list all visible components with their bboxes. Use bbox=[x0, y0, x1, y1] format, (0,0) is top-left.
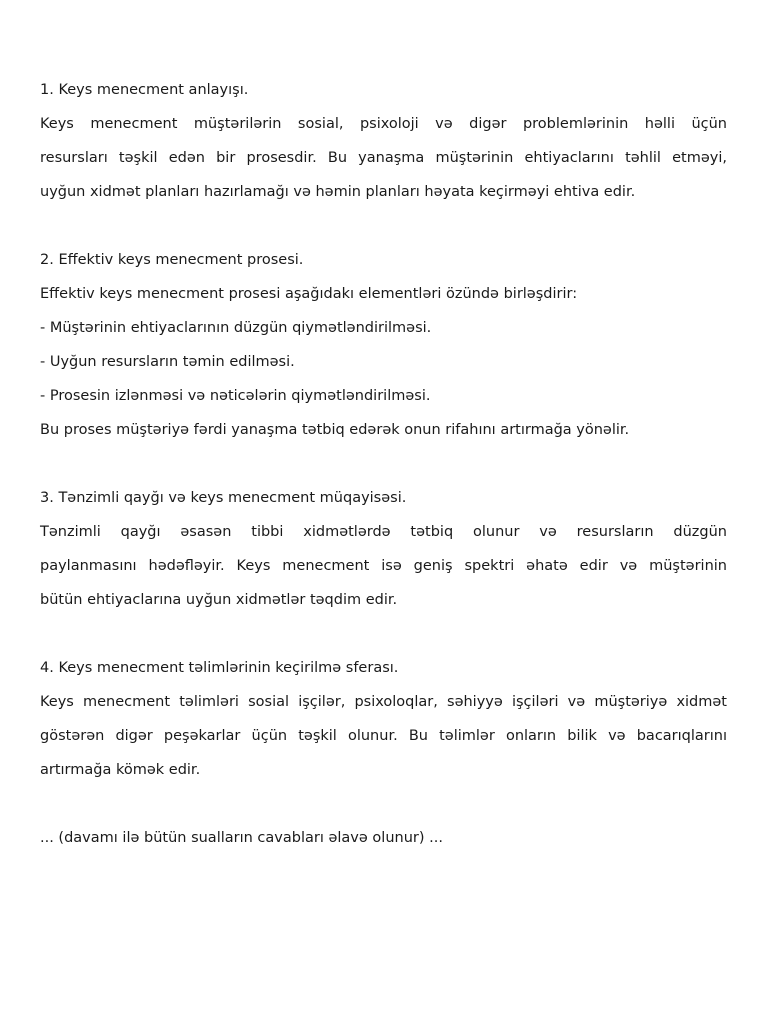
section-4-body-line-3: artırmağa kömək edir. bbox=[40, 762, 201, 778]
continuation-note: ... (davamı ilə bütün sualların cavabları əlavə olunur) ... bbox=[40, 830, 443, 846]
section-2-list-item-3: - Prosesin izlənməsi və nəticələrin qiymətləndirilməsi. bbox=[40, 388, 431, 404]
section-2-heading: 2. Effektiv keys menecment prosesi. bbox=[40, 252, 304, 268]
section-spacer bbox=[40, 617, 727, 651]
section-2-list-item-2: - Uyğun resursların təmin edilməsi. bbox=[40, 354, 295, 370]
section-spacer bbox=[40, 209, 727, 243]
section-1-body-line-3: uyğun xidmət planları hazırlamağı və həmin planları həyata keçirməyi ehtiva edir. bbox=[40, 184, 636, 200]
section-4-body-line-2: göstərən digər peşəkarlar üçün təşkil olunur. Bu təlimlər onların bilik və bacarıqlarını bbox=[40, 728, 727, 744]
section-2-closing: Bu proses müştəriyə fərdi yanaşma tətbiq edərək onun rifahını artırmağa yönəlir. bbox=[40, 422, 630, 438]
document-page bbox=[40, 73, 727, 855]
section-2-intro: Effektiv keys menecment prosesi aşağıdakı elementləri özündə birləşdirir: bbox=[40, 286, 578, 302]
section-spacer bbox=[40, 787, 727, 821]
section-2-list-item-1: - Müştərinin ehtiyaclarının düzgün qiymətləndirilməsi. bbox=[40, 320, 432, 336]
section-1-body-line-2: resursları təşkil edən bir prosesdir. Bu yanaşma müştərinin ehtiyaclarını təhlil etməyi, bbox=[40, 150, 727, 166]
section-4-body-line-1: Keys menecment təlimləri sosial işçilər, psixoloqlar, səhiyyə işçiləri və müştəriyə xidmət bbox=[40, 694, 727, 710]
section-3-body-line-1: Tənzimli qayğı əsasən tibbi xidmətlərdə tətbiq olunur və resursların düzgün bbox=[40, 524, 727, 540]
section-spacer bbox=[40, 447, 727, 481]
section-1-heading: 1. Keys menecment anlayışı. bbox=[40, 82, 249, 98]
section-3-heading: 3. Tənzimli qayğı və keys menecment müqayisəsi. bbox=[40, 490, 407, 506]
section-3-body-line-3: bütün ehtiyaclarına uyğun xidmətlər təqdim edir. bbox=[40, 592, 398, 608]
section-1-body-line-1: Keys menecment müştərilərin sosial, psixoloji və digər problemlərinin həlli üçün bbox=[40, 116, 727, 132]
section-3-body-line-2: paylanmasını hədəfləyir. Keys menecment isə geniş spektri əhatə edir və müştərinin bbox=[40, 558, 727, 574]
section-4-heading: 4. Keys menecment təlimlərinin keçirilmə sferası. bbox=[40, 660, 399, 676]
